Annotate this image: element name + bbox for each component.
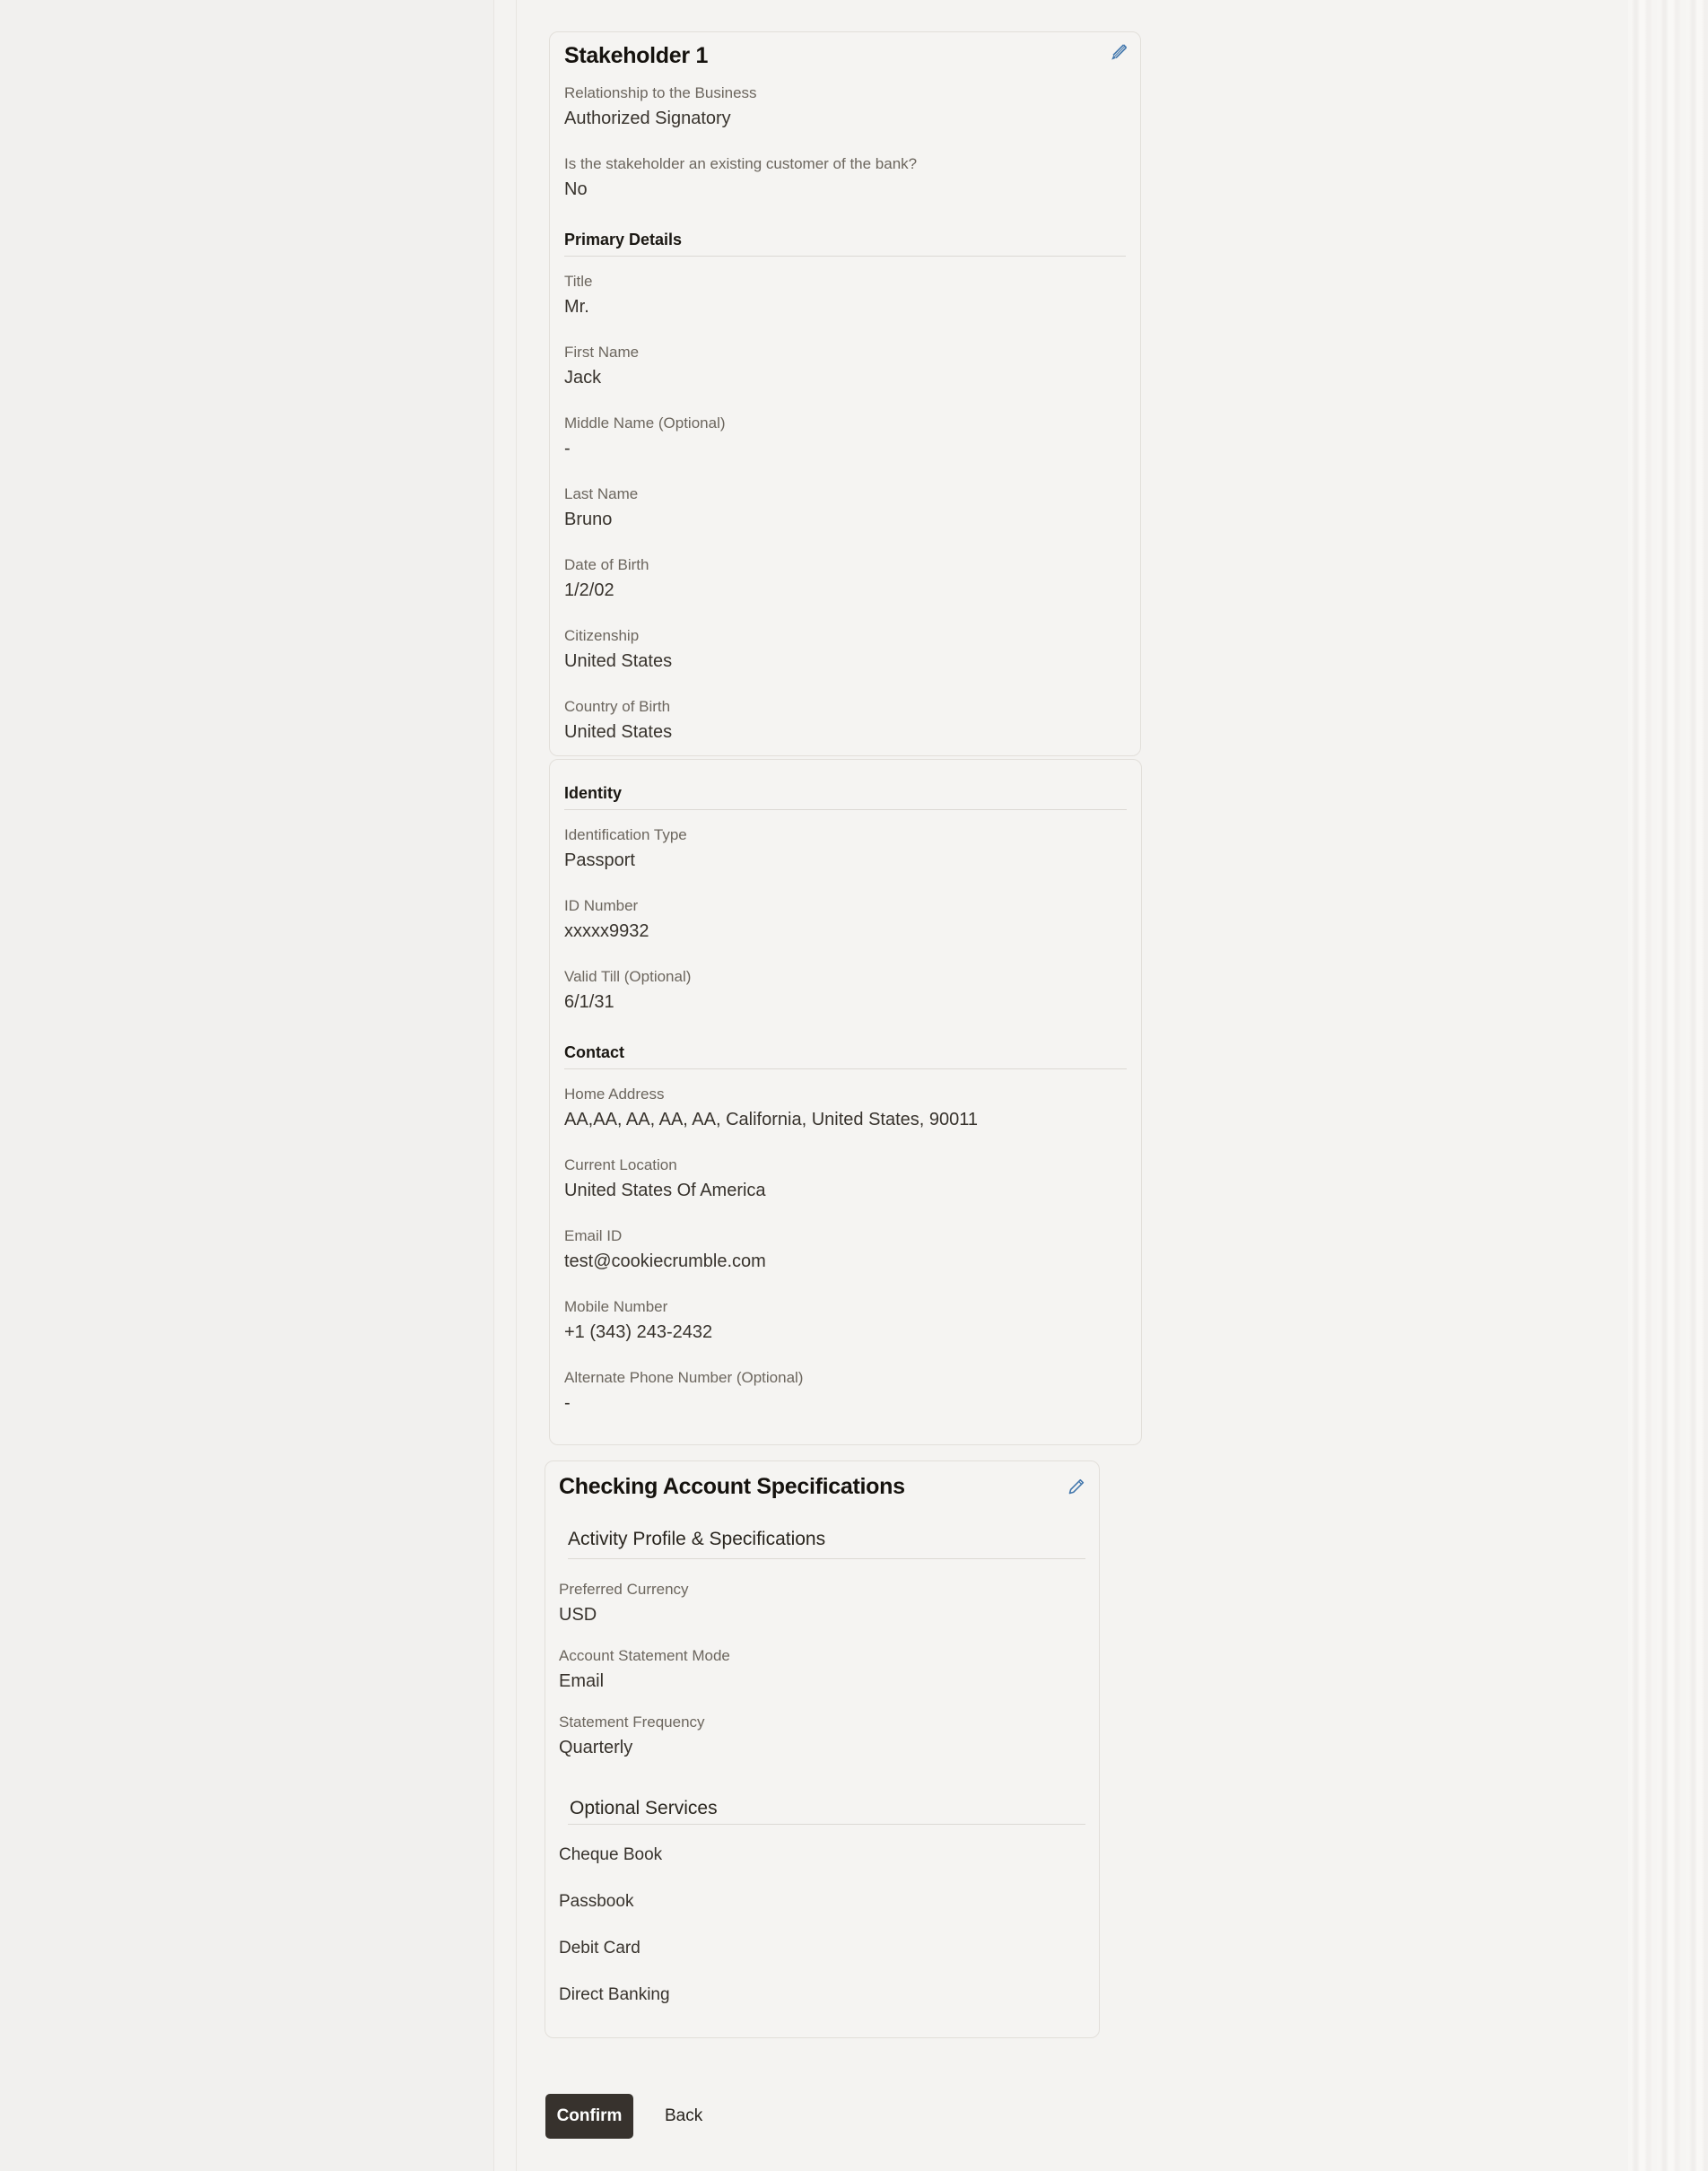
field-label: Relationship to the Business bbox=[564, 84, 757, 101]
column-divider-line bbox=[516, 0, 517, 2171]
field-identification-type bbox=[564, 826, 1127, 871]
field-value: Email bbox=[559, 1671, 605, 1691]
field-value: United States bbox=[564, 722, 673, 742]
field-value: No bbox=[564, 179, 588, 199]
section-heading-primary-details: Primary Details bbox=[564, 231, 683, 248]
field-label: Mobile Number bbox=[564, 1298, 668, 1315]
field-label: Valid Till (Optional) bbox=[564, 968, 692, 985]
stakeholder-card bbox=[549, 31, 1141, 756]
field-title bbox=[564, 273, 1126, 318]
section-divider bbox=[568, 1824, 1085, 1825]
field-value: +1 (343) 243-2432 bbox=[564, 1322, 713, 1342]
field-label: Account Statement Mode bbox=[559, 1647, 730, 1664]
field-id-number bbox=[564, 897, 1127, 942]
checking-card-title: Checking Account Specifications bbox=[559, 1474, 905, 1499]
field-label: Current Location bbox=[564, 1156, 677, 1173]
field-existing-customer bbox=[564, 155, 1126, 200]
field-label: Country of Birth bbox=[564, 698, 671, 715]
field-label: Is the stakeholder an existing customer of the bank? bbox=[564, 155, 918, 172]
field-email-id bbox=[564, 1227, 1127, 1272]
optional-service-debit-card: Debit Card bbox=[559, 1939, 640, 1957]
right-edge-pattern bbox=[1628, 0, 1708, 2171]
action-bar bbox=[545, 2094, 702, 2139]
field-home-address bbox=[564, 1086, 1127, 1130]
field-statement-mode bbox=[559, 1647, 1085, 1692]
field-value: test@cookiecrumble.com bbox=[564, 1251, 766, 1271]
field-label: Email ID bbox=[564, 1227, 623, 1244]
field-value: AA,AA, AA, AA, AA, California, United States, 90011 bbox=[564, 1110, 979, 1129]
section-divider bbox=[564, 1068, 1127, 1069]
edit-pencil-hatch-icon bbox=[1107, 52, 1130, 65]
optional-service-cheque-book: Cheque Book bbox=[559, 1845, 663, 1864]
section-divider bbox=[564, 256, 1126, 257]
field-value: Passport bbox=[564, 850, 635, 870]
field-current-location bbox=[564, 1156, 1127, 1201]
subsection-heading-optional-services: Optional Services bbox=[570, 1798, 718, 1818]
field-value: - bbox=[564, 439, 571, 458]
optional-service-passbook: Passbook bbox=[559, 1892, 634, 1911]
field-value: Authorized Signatory bbox=[564, 109, 731, 128]
field-label: Preferred Currency bbox=[559, 1581, 689, 1598]
field-label: Statement Frequency bbox=[559, 1713, 705, 1731]
field-label: First Name bbox=[564, 344, 640, 361]
field-value: xxxxx9932 bbox=[564, 921, 649, 941]
field-label: Last Name bbox=[564, 485, 639, 502]
field-preferred-currency bbox=[559, 1581, 1085, 1626]
edit-stakeholder-button[interactable] bbox=[1107, 39, 1130, 63]
section-heading-contact: Contact bbox=[564, 1043, 624, 1061]
field-statement-frequency bbox=[559, 1713, 1085, 1758]
field-mobile-number bbox=[564, 1298, 1127, 1343]
field-value: United States Of America bbox=[564, 1181, 766, 1200]
back-button[interactable]: Back bbox=[665, 2106, 703, 2125]
identity-contact-card bbox=[549, 759, 1142, 1445]
left-rail bbox=[0, 0, 494, 2171]
field-value: United States bbox=[564, 651, 673, 671]
edit-checking-button[interactable] bbox=[1065, 1476, 1088, 1499]
checking-account-card bbox=[545, 1460, 1100, 2038]
field-value: Mr. bbox=[564, 297, 589, 317]
subsection-heading-activity-profile: Activity Profile & Specifications bbox=[568, 1529, 826, 1549]
stakeholder-card-title: Stakeholder 1 bbox=[564, 43, 709, 68]
section-heading-identity: Identity bbox=[564, 784, 623, 802]
field-last-name bbox=[564, 485, 1126, 530]
field-value: - bbox=[564, 1393, 571, 1413]
field-alternate-phone bbox=[564, 1369, 1127, 1414]
field-value: Bruno bbox=[564, 510, 613, 529]
edit-pencil-icon bbox=[1066, 1487, 1087, 1500]
field-label: Title bbox=[564, 273, 593, 290]
field-value: Quarterly bbox=[559, 1738, 633, 1757]
field-value: USD bbox=[559, 1605, 597, 1625]
confirm-button[interactable]: Confirm bbox=[545, 2094, 633, 2139]
section-divider bbox=[564, 809, 1127, 810]
field-country-of-birth bbox=[564, 698, 1126, 743]
field-label: Home Address bbox=[564, 1086, 665, 1103]
field-label: Alternate Phone Number (Optional) bbox=[564, 1369, 804, 1386]
field-citizenship bbox=[564, 627, 1126, 672]
optional-service-direct-banking: Direct Banking bbox=[559, 1985, 670, 2004]
field-value: Jack bbox=[564, 368, 602, 388]
field-middle-name bbox=[564, 414, 1126, 459]
field-value: 6/1/31 bbox=[564, 992, 614, 1012]
field-label: Middle Name (Optional) bbox=[564, 414, 726, 432]
field-value: 1/2/02 bbox=[564, 580, 614, 600]
field-label: Citizenship bbox=[564, 627, 640, 644]
field-valid-till bbox=[564, 968, 1127, 1013]
field-label: ID Number bbox=[564, 897, 639, 914]
section-divider bbox=[568, 1558, 1085, 1559]
field-label: Date of Birth bbox=[564, 556, 649, 573]
field-relationship bbox=[564, 84, 1126, 129]
field-label: Identification Type bbox=[564, 826, 687, 843]
field-date-of-birth bbox=[564, 556, 1126, 601]
field-first-name bbox=[564, 344, 1126, 388]
